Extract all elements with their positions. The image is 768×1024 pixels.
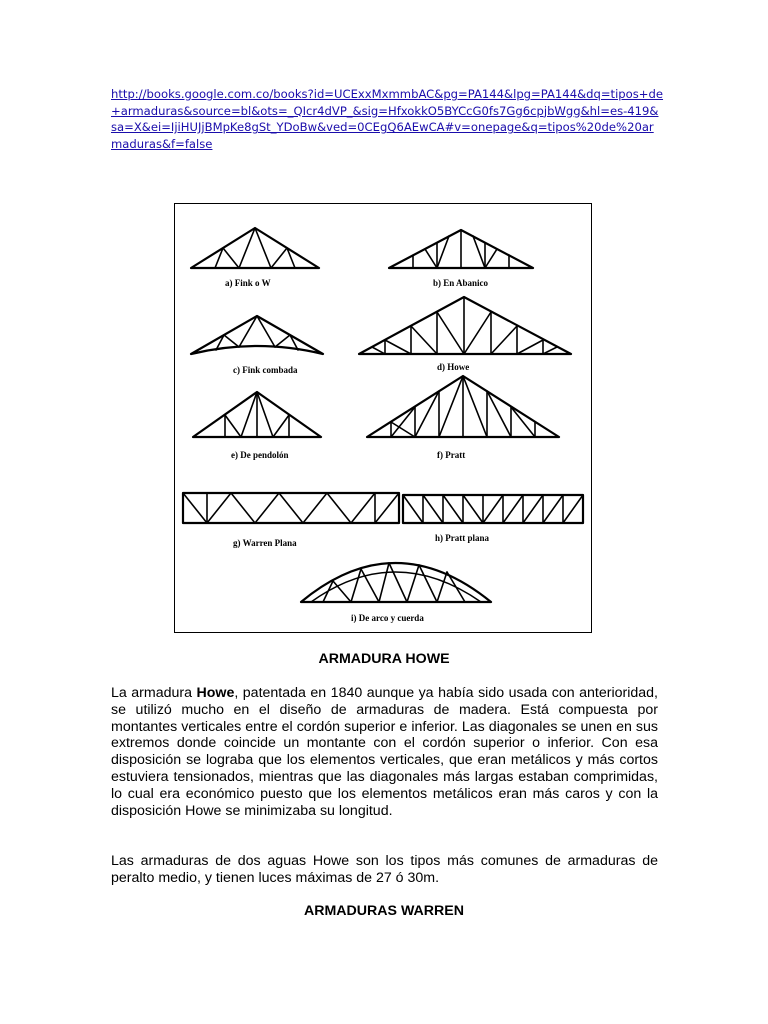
truss-bowstring xyxy=(301,563,491,602)
caption-d: d) Howe xyxy=(437,362,470,372)
truss-pratt xyxy=(367,376,559,437)
truss-diagrams xyxy=(175,204,593,634)
truss-cambered-fink xyxy=(191,316,323,354)
caption-i: i) De arco y cuerda xyxy=(351,613,424,623)
truss-king-post xyxy=(193,392,321,437)
caption-g: g) Warren Plana xyxy=(233,538,297,548)
paragraph-howe-text-rest: , patentada en 1840 aunque ya había sido usada con anterioridad, se utilizó mucho en el diseño de armaduras de madera. Está compuesta por montantes verticales entre el cordón superior e inferior. Las diagonales se unen en sus extremos donde coincide un montante con el cordón superior o inferior. Con esa disposición se lograba que los elementos verticales, que eran metálicos y más cortos estuviera tensionados, mientras que las diagonales más largas estaban comprimidas, lo cual era económico puesto que los elementos metálicos eran más caros y con la disposición Howe se minimizaba su longitud. xyxy=(111,685,658,819)
truss-fink xyxy=(191,228,319,268)
term-howe: Howe xyxy=(196,685,235,701)
caption-a: a) Fink o W xyxy=(225,278,271,288)
heading-armadura-howe: ARMADURA HOWE xyxy=(318,651,450,667)
caption-f: f) Pratt xyxy=(437,450,466,460)
truss-howe xyxy=(359,297,571,354)
paragraph-howe-text-start: La armadura xyxy=(111,685,197,701)
caption-h: h) Pratt plana xyxy=(435,533,489,543)
paragraph-howe-spans: Las armaduras de dos aguas Howe son los tipos más comunes de armaduras de peralto medio, y tienen luces máximas de 27 ó 30m. xyxy=(111,853,658,886)
caption-e: e) De pendolón xyxy=(231,450,289,460)
caption-b: b) En Abanico xyxy=(433,278,489,288)
truss-fan xyxy=(389,230,533,268)
paragraph-howe-description xyxy=(111,685,658,819)
heading-armaduras-warren: ARMADURAS WARREN xyxy=(304,903,464,919)
caption-c: c) Fink combada xyxy=(233,365,298,375)
truss-flat-warren xyxy=(183,493,399,523)
source-link[interactable]: http://books.google.com.co/books?id=UCExxMxmmbAC&pg=PA144&lpg=PA144&dq=tipos+de+armaduras&source=bl&ots=_QIcr4dVP_&sig=HfxokkO5BYCcG0fs7Gg6cpjbWgg&hl=es-419&sa=X&ei=IjiHUJjBMpKe8gSt_YDoBw&ved=0CEgQ6AEwCA#v=onepage&q=tipos%20de%20armaduras&f=false xyxy=(111,87,664,151)
truss-flat-pratt xyxy=(403,495,583,523)
truss-types-figure xyxy=(174,203,592,633)
